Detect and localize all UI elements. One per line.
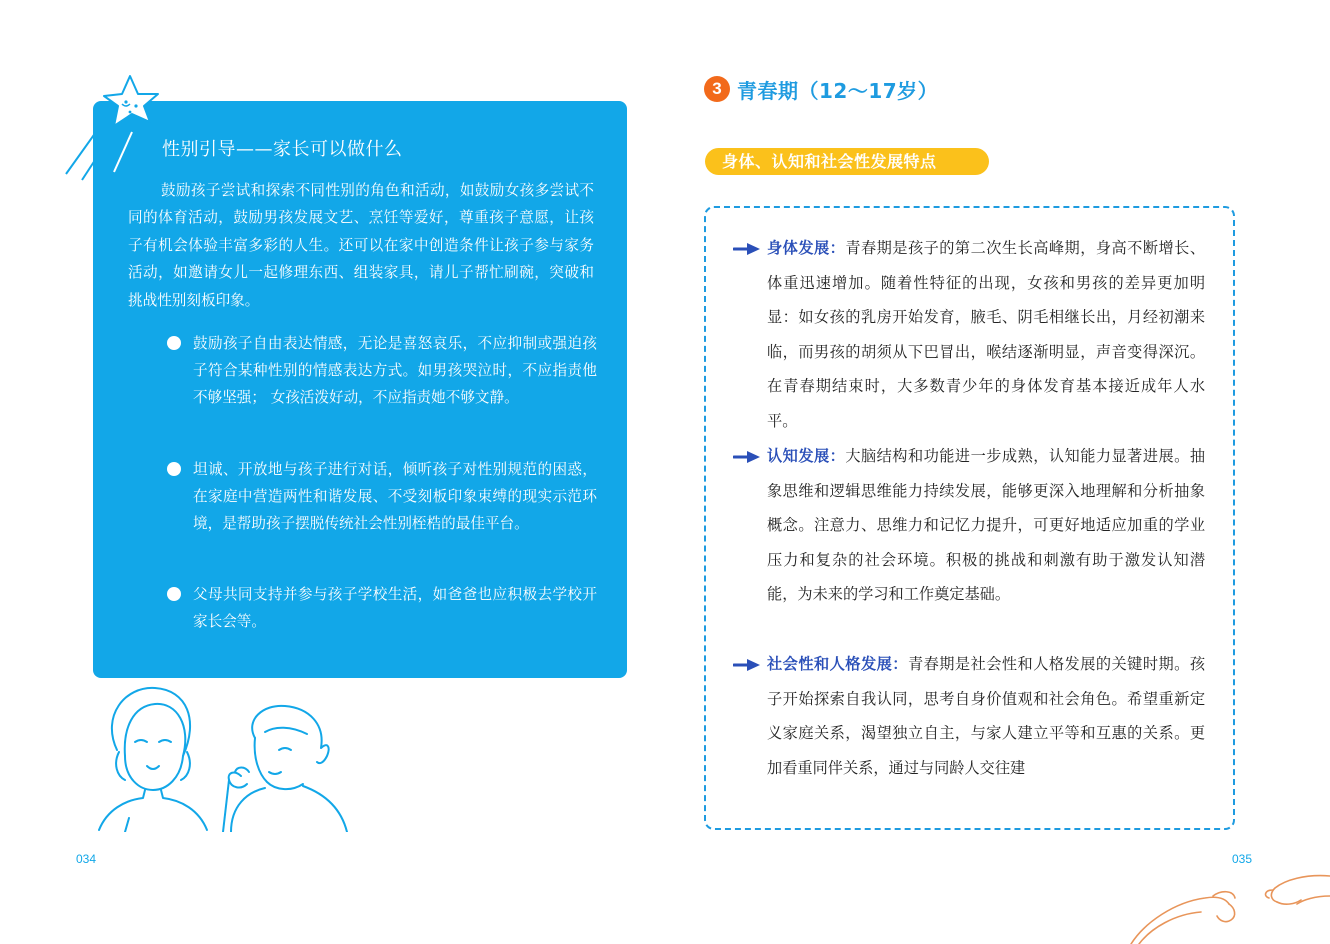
arrow-right-icon	[733, 242, 761, 256]
shooting-star-icon	[60, 70, 170, 190]
bullet-text: 鼓励孩子自由表达情感，无论是喜怒哀乐，不应抑制或强迫孩子符合某种性别的情感表达方式。如男孩哭泣时，不应指责他不够坚强； 女孩活泼好动，不应指责她不够文静。	[193, 335, 597, 406]
page-number-left: 034	[76, 852, 97, 866]
feature-label: 身体发展：	[767, 239, 846, 257]
section-heading	[704, 74, 938, 104]
section-number-badge: 3	[704, 76, 730, 102]
feature-text: 青春期是社会性和人格发展的关键时期。孩子开始探索自我认同，思考自身价值观和社会角色。希望重新定义家庭关系，渴望独立自主，与家人建立平等和互惠的关系。更加看重同伴关系，通过与同龄人交往建	[767, 655, 1206, 777]
arrow-right-icon	[733, 658, 761, 672]
arrow-right-icon	[733, 450, 761, 464]
bullet-dot-icon	[167, 462, 181, 476]
card-intro-paragraph: 鼓励孩子尝试和探索不同性别的角色和活动，如鼓励女孩多尝试不同的体育活动，鼓励男孩发展文艺、烹饪等爱好，尊重孩子意愿，让孩子有机会体验丰富多彩的人生。还可以在家中创造条件让孩子参与家务活动，如邀请女儿一起修理东西、组装家具，请儿子帮忙刷碗，突破和挑战性别刻板印象。	[128, 182, 594, 309]
card-title: 性别引导——家长可以做什么	[162, 139, 403, 160]
feature-label: 社会性和人格发展：	[767, 655, 908, 673]
tips-card	[93, 101, 627, 678]
hands-illustration	[1125, 866, 1330, 944]
feature-text: 大脑结构和功能进一步成熟，认知能力显著进展。抽象思维和逻辑思维能力持续发展，能够更深入地理解和分析抽象概念。注意力、思维力和记忆力提升，可更好地适应加重的学业压力和复杂的社会环境。积极的挑战和刺激有助于激发认知潜能，为未来的学习和工作奠定基础。	[767, 447, 1206, 604]
feature-item-social	[733, 647, 1205, 785]
bullet-dot-icon	[167, 336, 181, 350]
feature-item-physical	[733, 231, 1205, 439]
children-illustration	[95, 686, 355, 832]
bullet-text: 坦诚、开放地与孩子进行对话，倾听孩子对性别规范的困惑，在家庭中营造两性和谐发展、不受刻板印象束缚的现实示范环境，是帮助孩子摆脱传统社会性别桎梏的最佳平台。	[193, 461, 597, 532]
bullet-item	[167, 330, 597, 411]
bullet-item	[167, 581, 597, 635]
feature-item-cognitive	[733, 439, 1205, 612]
bullet-dot-icon	[167, 587, 181, 601]
subsection-pill-label: 身体、认知和社会性发展特点	[705, 148, 989, 175]
feature-label: 认知发展：	[767, 447, 846, 465]
section-title: 青春期（12～17岁）	[737, 78, 939, 103]
page-number-right: 035	[1232, 852, 1253, 866]
feature-text: 青春期是孩子的第二次生长高峰期，身高不断增长、体重迅速增加。随着性特征的出现，女孩和男孩的差异更加明显：如女孩的乳房开始发育，腋毛、阴毛相继长出，月经初潮来临，而男孩的胡须从下巴冒出，喉结逐渐明显，声音变得深沉。在青春期结束时，大多数青少年的身体发育基本接近成年人水平。	[767, 239, 1206, 430]
bullet-text: 父母共同支持并参与孩子学校生活，如爸爸也应积极去学校开家长会等。	[193, 586, 597, 630]
bullet-item	[167, 456, 597, 537]
